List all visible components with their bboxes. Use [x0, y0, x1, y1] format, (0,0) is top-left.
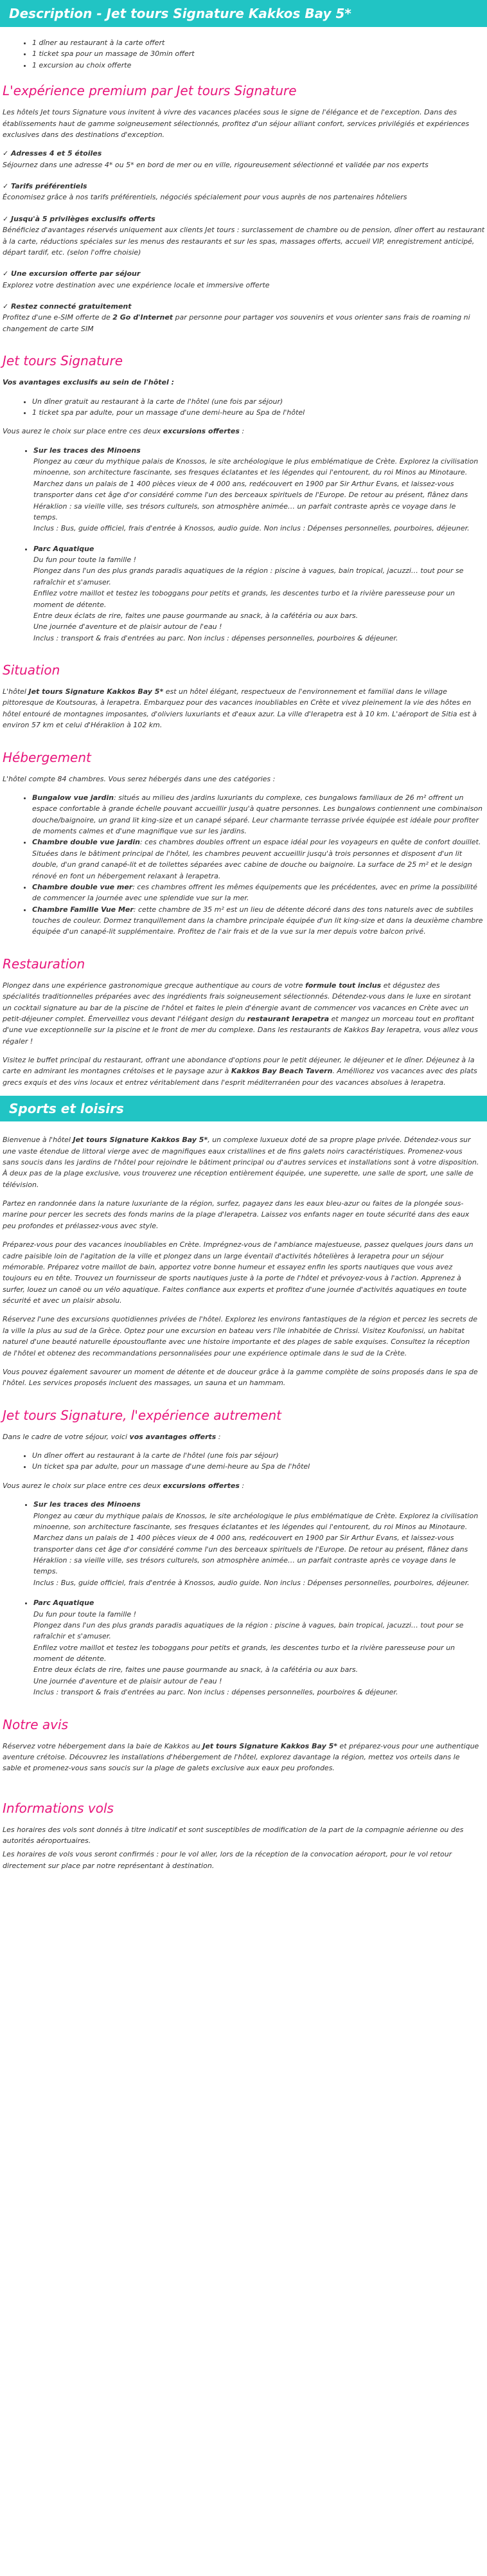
excursion-text: Une journée d'aventure et de plaisir autour de l'eau !: [33, 1676, 222, 1685]
jts-autrement-advantages: [0, 1450, 487, 1473]
list-item: [33, 543, 487, 644]
section-title-avis: Notre avis: [3, 1716, 68, 1732]
excursion-text: Inclus : transport & frais d'entrées au parc. Non inclus : dépenses personnelles, pourboires & déjeuner.: [33, 1688, 398, 1697]
page-title-bar: [0, 0, 487, 27]
section-title-situation: Situation: [3, 662, 60, 678]
list-item: • Bungalow vue jardin: situés au milieu des jardins luxuriants du complexe, ces bungalows familiaux de 26 m² offrent un espace confortable à grande échelle pouvant accueillir jusqu'à quatre personnes. Les bungalows contiennent une combinaison douche/baignoire, un grand lit king-size et un canapé séparé. Leur charmante terrasse privée équipée est idéale pour profiter de moments calmes et d'une magnifique vue sur les jardins.: [32, 792, 487, 837]
section-bar-sports: [0, 1096, 487, 1121]
list-item: [33, 1597, 487, 1698]
sports-text-5: Vous pouvez également savourer un moment de détente et de douceur grâce à la gamme complète de soins proposés dans le spa de l'hôtel. Les services proposés incluent des massages, un sauna et un hammam.: [3, 1367, 478, 1388]
feature-text: Séjournez dans une adresse 4* ou 5* en bord de mer ou en ville, rigoureusement sélectionné et validée par nos experts: [3, 160, 429, 169]
list-item: • Chambre Famille Vue Mer: cette chambre de 35 m² est un lieu de détente décoré dans des tons naturels avec de subtiles touches de couleur. Dormez tranquillement dans la chambre principale équipée d'un lit king-size et dans la deuxième chambre équipée d'un canapé-lit supplémentaire. Profitez de l'air frais et de la vue sur la mer depuis votre balcon privé.: [32, 904, 487, 938]
list-item: • Chambre double vue mer: ces chambres offrent les mêmes équipements que les précédentes, avec en prime la possibilité de commencer la journée avec une splendide vue sur la mer.: [32, 882, 487, 904]
section-title-sports-bar: Sports et loisirs: [9, 1101, 124, 1117]
excursion-text: Plongez au cœur du mythique palais de Knossos, le site archéologique le plus emblématique de Crète. Explorez la civilisation minoenne, son architecture fascinante, ses fresques éclatantes et les légendes qui l'entourent, du roi Minos au Minotaure. Marchez dans un palais de 1 400 pièces vieux de 4 000 ans, redécouvert en 1900 par Sir Arthur Evans, et laissez-vous transporter dans cet âge d'or considéré comme l'un des berceaux spirituels de l'Europe. De retour au présent, flânez dans Héraklion : sa vieille ville, ses trésors culturels, son atmosphère animée… un parfait contraste après ce voyage dans le temps.: [33, 1511, 479, 1576]
excursion-title: • Parc Aquatique: [33, 1599, 94, 1608]
excursion-title: • Sur les traces des Minoens: [33, 1500, 141, 1509]
list-item: • 1 dîner au restaurant à la carte offert: [32, 37, 487, 48]
feature-text: Économisez grâce à nos tarifs préférentiels, négociés spécialement pour vous auprès de nos partenaires hôteliers: [3, 193, 407, 202]
excursion-text: Enfilez votre maillot et testez les toboggans pour petits et grands, les descentes turbo et la rivière paresseuse pour un moment de détente.: [33, 1643, 456, 1663]
jts-autrement-subtitle: Dans le cadre de votre séjour, voici vos avantages offerts :: [3, 1432, 221, 1441]
excursion-title: • Parc Aquatique: [33, 544, 94, 553]
excursion-text: Entre deux éclats de rire, faites une pause gourmande au snack, à la cafétéria ou aux bars.: [33, 611, 359, 620]
excursion-text: Du fun pour toute la famille !: [33, 1610, 137, 1619]
feature-title: ✓ Restez connecté gratuitement: [3, 302, 132, 311]
jts-advantages: [0, 396, 487, 419]
feature-text: Profitez d'une e-SIM offerte de 2 Go d'Internet par personne pour partager vos souvenirs et vous orienter sans frais de roaming ni changement de carte SIM: [3, 313, 470, 333]
excursions-list: [0, 445, 487, 644]
section-title-restauration: Restauration: [3, 956, 85, 972]
rooms-list: [0, 792, 487, 938]
avis-text: Réservez votre hébergement dans la baie de Kakkos au Jet tours Signature Kakkos Bay 5* et préparez-vous pour une authentique aventure crétoise. Découvrez les installations d'hébergement de l'hôtel, explorez davantage la région, mettez vos orteils dans le sable et promenez-vous sans soucis sur la plage de galets exclusive aux eaux peu profondes.: [3, 1741, 479, 1773]
list-item: • Chambre double vue jardin: ces chambres doubles offrent un espace idéal pour les voyageurs en quête de confort douillet. Situées dans le bâtiment principal de l'hôtel, les chambres peuvent accueillir jusqu'à trois personnes et disposent d'un lit double, d'un grand canapé-lit et de toilettes séparées avec cabine de douche ou baignoire. La surface de 25 m² et le design rénové en font un hébergement relaxant à Ierapetra.: [32, 837, 487, 882]
excursion-title: • Sur les traces des Minoens: [33, 446, 141, 455]
excursions-list-2: [0, 1499, 487, 1698]
list-item: • Un dîner gratuit au restaurant à la carte de l'hôtel (une fois par séjour): [32, 396, 487, 407]
jts-choice: Vous aurez le choix sur place entre ces deux excursions offertes :: [3, 427, 245, 436]
premium-intro: Les hôtels Jet tours Signature vous invitent à vivre des vacances placées sous le signe de l'élégance et de l'exception. Dans des établissements haut de gamme soigneusement sélectionnés, profitez d'un séjour alliant confort, services privilégiés et expériences exclusives dans des destinations d'exception.: [3, 108, 470, 139]
section-title-jts-autrement: Jet tours Signature, l'expérience autrement: [3, 1407, 282, 1423]
feature-text: Explorez votre destination avec une expérience locale et immersive offerte: [3, 280, 270, 289]
excursion-text: Une journée d'aventure et de plaisir autour de l'eau !: [33, 622, 222, 631]
excursion-text: Entre deux éclats de rire, faites une pause gourmande au snack, à la cafétéria ou aux bars.: [33, 1665, 359, 1674]
feature-text: Bénéficiez d'avantages réservés uniquement aux clients Jet tours : surclassement de chambre ou de pension, dîner offert au restaurant à la carte, réductions spéciales sur les menus des restaurants et sur les spas, massages offerts, accueil VIP, enregistrement anticipé, départ tardif, etc. (selon l'offre choisie): [3, 226, 485, 257]
premium-features: [0, 148, 487, 334]
hebergement-intro: L'hôtel compte 84 chambres. Vous serez hébergés dans une des catégories :: [3, 774, 276, 783]
feature-title: ✓ Tarifs préférentiels: [3, 182, 87, 190]
feature-title: ✓ Adresses 4 et 5 étoiles: [3, 149, 102, 158]
restauration-text-2: Visitez le buffet principal du restaurant, offrant une abondance d'options pour le petit déjeuner, le déjeuner et le dîner. Déjeunez à la carte en admirant les montagnes crétoises et le paysage azur à Kakkos Bay Beach Tavern. Amélliorez vos vacances avec des plats grecs exquis et des vins locaux et entrez véritablement dans l'esprit méditerranéen pour des vacances absolues à Ierapetra.: [3, 1056, 477, 1087]
excursion-text: Enfilez votre maillot et testez les toboggans pour petits et grands, les descentes turbo et la rivière paresseuse pour un moment de détente.: [33, 589, 456, 609]
restauration-text-1: Plongez dans une expérience gastronomique grecque authentique au cours de votre formule tout inclus et dégustez des spécialités traditionnelles préparées avec des ingrédients frais soigneusement sélectionnés. Détendez-vous dans le luxe en sirotant un cocktail signature au bar de la piscine de l'hôtel et faites le plein d'énergie avant de commencer vos vacances en Crète avec un petit-déjeuner complet. Émerveillez vous devant l'élégant design du restaurant Ierapetra et mangez un morceau tout en profitant d'une vue exceptionnelle sur la piscine et le front de mer du complexe. Dans les restaurants de Kakkos Bay Ierapetra, vous allez vous régaler !: [3, 981, 478, 1046]
excursion-text: Inclus : Bus, guide officiel, frais d'entrée à Knossos, audio guide. Non inclus : Dépenses personnelles, pourboires, déjeuner.: [33, 1578, 470, 1587]
list-item: • 1 ticket spa par adulte, pour un massage d'une demi-heure au Spa de l'hôtel: [32, 407, 487, 418]
vols-text-1: Les horaires des vols sont donnés à titre indicatif et sont susceptibles de modification de la part de la compagnie aérienne ou des autorités aéroportuaires.: [3, 1825, 464, 1845]
situation-text: L'hôtel Jet tours Signature Kakkos Bay 5* est un hôtel élégant, respectueux de l'environnement et familial dans le village pittoresque de Koutsouras, à Ierapetra. Embarquez pour des vacances inoubliables en Crète et vivez pleinement la vie des hôtes en hôtel entouré de montagnes imposantes, d'oliviers luxuriants et d'eaux azur. La ville d'Ierapetra est à 10 km. L'aéroport de Sitia est à environ 57 km et celui d'Héraklion à 102 km.: [3, 687, 477, 730]
list-item: [33, 1499, 487, 1588]
excursion-text: Plongez dans l'un des plus grands paradis aquatiques de la région : piscine à vagues, bain tropical, jacuzzi… tout pour se rafraîchir et s'amuser.: [33, 567, 464, 586]
section-title-jts: Jet tours Signature: [3, 353, 123, 369]
section-title-vols: Informations vols: [3, 1800, 114, 1816]
page-title: Description - Jet tours Signature Kakkos Bay 5*: [9, 6, 351, 21]
feature-title: ✓ Une excursion offerte par séjour: [3, 269, 141, 278]
sports-text-1: Bienvenue à l'hôtel Jet tours Signature Kakkos Bay 5*, un complexe luxueux doté de sa propre plage privée. Détendez-vous sur une vaste étendue de littoral vierge avec de magnifiques eaux cristallines et de fins galets noirs caractéristiques. Promenez-vous sans soucis dans les jardins de l'hôtel pour rejoindre le bâtiment principal ou d'autres services et installations sont à votre disposition. À deux pas de la plage exclusive, vous trouverez une réception entièrement équipée, une superette, une salle de sport, une salle de télévision.: [3, 1136, 479, 1189]
excursion-text: Du fun pour toute la famille !: [33, 556, 137, 564]
excursion-text: Inclus : Bus, guide officiel, frais d'entrée à Knossos, audio guide. Non inclus : Dépenses personnelles, pourboires, déjeuner.: [33, 524, 470, 533]
excursion-text: Plongez dans l'un des plus grands paradis aquatiques de la région : piscine à vagues, bain tropical, jacuzzi… tout pour se rafraîchir et s'amuser.: [33, 1620, 464, 1641]
vols-text-2: Les horaires de vols vous seront confirmés : pour le vol aller, lors de la réception de la convocation aéroport, pour le vol retour directement sur place par notre représentant à destination.: [3, 1850, 452, 1870]
jts-autrement-choice: Vous aurez le choix sur place entre ces deux excursions offertes :: [3, 1481, 245, 1490]
excursion-text: Plongez au cœur du mythique palais de Knossos, le site archéologique le plus emblématique de Crète. Explorez la civilisation minoenne, son architecture fascinante, ses fresques éclatantes et les légendes qui l'entourent, du roi Minos au Minotaure. Marchez dans un palais de 1 400 pièces vieux de 4 000 ans, redécouvert en 1900 par Sir Arthur Evans, et laissez-vous transporter dans cet âge d'or considéré comme l'un des berceaux spirituels de l'Europe. De retour au présent, flânez dans Héraklion : sa vieille ville, ses trésors culturels, son atmosphère animée… un parfait contraste après ce voyage dans le temps.: [33, 457, 479, 522]
jts-subtitle: Vos avantages exclusifs au sein de l'hôtel :: [3, 378, 174, 387]
feature-title: ✓ Jusqu'à 5 privilèges exclusifs offerts: [3, 214, 155, 223]
sports-text-2: Partez en randonnée dans la nature luxuriante de la région, surfez, pagayez dans les eaux bleu-azur ou faites de la plongée sous-marine pour percer les secrets des fonds marins de la plage d'Ierapetra. Laissez vos enfants nager en toute sécurité dans des eaux peu profondes et prélassez-vous avec style.: [3, 1199, 470, 1230]
list-item: • Un ticket spa par adulte, pour un massage d'une demi-heure au Spa de l'hôtel: [32, 1461, 487, 1472]
sports-text-4: Réservez l'une des excursions quotidiennes privées de l'hôtel. Explorez les environs fantastiques de la région et percez les secrets de la ville la plus au sud de la Grèce. Optez pour une excursion en bateau vers l'île inhabitée de Chrissi. Visitez Koufonissi, un habitat naturel d'une beauté naturelle époustouflante avec une histoire importante et des plages de sable exquises. Consultez la réception de l'hôtel et obtenez des recommandations personnalisées pour une expérience optimale dans le sud de la Crète.: [3, 1315, 478, 1357]
section-title-hebergement: Hébergement: [3, 749, 91, 765]
intro-benefits-list: [0, 37, 487, 71]
list-item: • Un dîner offert au restaurant à la carte de l'hôtel (une fois par séjour): [32, 1450, 487, 1461]
list-item: [33, 445, 487, 534]
sports-text-3: Préparez-vous pour des vacances inoubliables en Crète. Imprégnez-vous de l'ambiance majestueuse, passez quelques jours dans un cadre paisible loin de l'agitation de la ville et plongez dans un large éventail d'activités hôtelières à Ierapetra pour un séjour mémorable. Préparez votre maillot de bain, apportez votre bonne humeur et essayez enfin les sports nautiques que vous avez toujours eu en tête. Trouvez un fournisseur de sports nautiques juste à la porte de l'hôtel et prévoyez-vous à l'action. Apprenez à surfer, louez un canoë ou un vélo aquatique. Faites confiance aux experts et profitez d'une journée d'activités aquatiques en toute sécurité et avec un plaisir absolu.: [3, 1240, 474, 1305]
list-item: • 1 ticket spa pour un massage de 30min offert: [32, 48, 487, 59]
section-title-premium: L'expérience premium par Jet tours Signature: [3, 83, 297, 99]
excursion-text: Inclus : transport & frais d'entrées au parc. Non inclus : dépenses personnelles, pourboires & déjeuner.: [33, 633, 398, 642]
list-item: • 1 excursion au choix offerte: [32, 60, 487, 71]
